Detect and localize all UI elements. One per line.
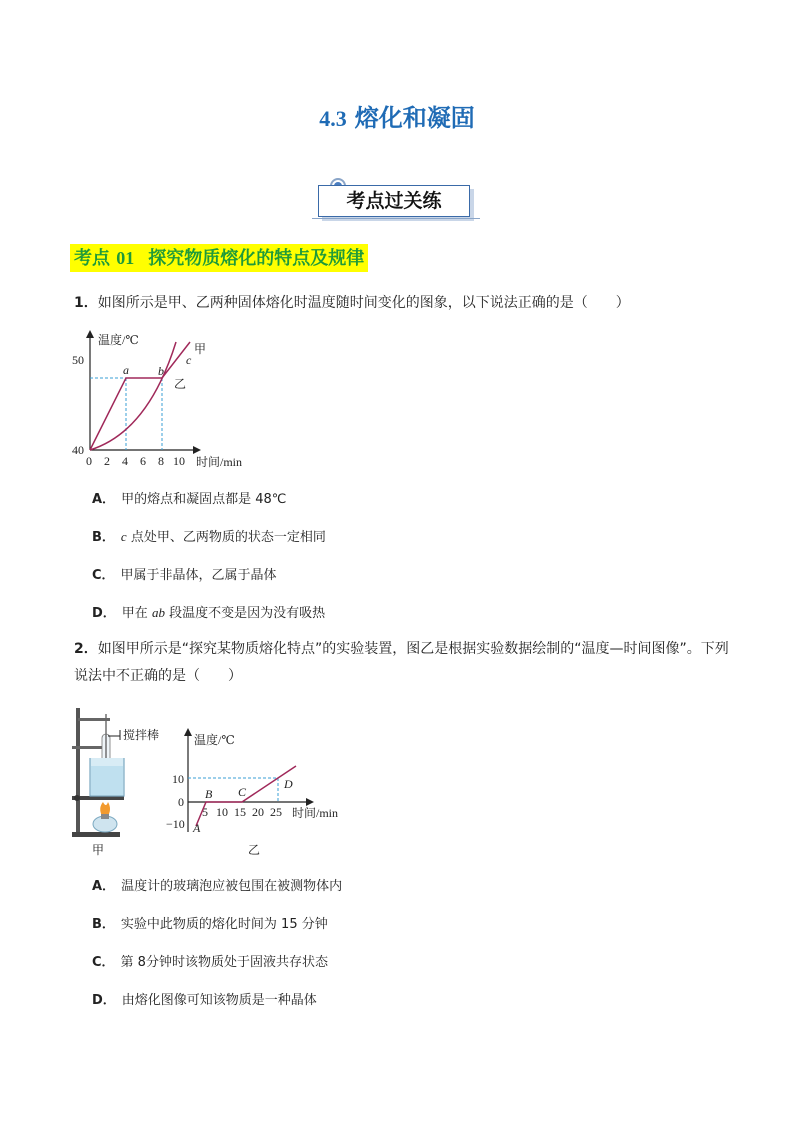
option-label: C． <box>92 568 115 583</box>
option-text: 温度计的玻璃泡应被包围在被测物体内 <box>121 879 343 894</box>
q2-point-b: B <box>205 787 213 801</box>
section-heading <box>70 244 368 272</box>
section-badge <box>312 176 482 222</box>
q2-xtick-10: 10 <box>216 805 228 819</box>
question-1-number: 1． <box>74 295 98 311</box>
option-text: 段温度不变是因为没有吸热 <box>164 606 326 621</box>
q1-xtick-6: 6 <box>140 454 146 468</box>
question-2-apparatus <box>68 704 178 862</box>
clamp-knob-icon <box>74 795 80 801</box>
section-number: 01 <box>116 248 135 268</box>
q1-point-b: b <box>158 364 164 378</box>
stirrer-label: 搅拌棒 <box>123 728 160 742</box>
clamp-upper <box>78 718 110 721</box>
q1-point-a: a <box>123 363 129 377</box>
question-1-option-a[interactable] <box>92 488 286 507</box>
page-title <box>0 98 794 133</box>
q2-point-c: C <box>238 785 247 799</box>
q1-ytick-40: 40 <box>72 443 84 457</box>
option-label: A． <box>92 879 116 894</box>
q2-ytick-neg10: −10 <box>166 817 185 831</box>
option-label: A． <box>92 492 116 507</box>
q1-xtick-0: 0 <box>86 454 92 468</box>
q1-xtick-4: 4 <box>122 454 128 468</box>
beaker-water <box>91 766 123 795</box>
question-2-line2: 说法中不正确的是（ ） <box>74 668 242 684</box>
option-text: 第 8分钟时该物质处于固液共存状态 <box>120 955 328 970</box>
stand-base <box>72 832 120 837</box>
option-text: 点处甲、乙两物质的状态一定相同 <box>126 530 326 545</box>
question-2-option-b[interactable] <box>92 913 328 932</box>
title-text: 熔化和凝固 <box>354 104 475 132</box>
apparatus-caption: 甲 <box>92 843 105 857</box>
question-2-number: 2． <box>74 641 98 657</box>
lamp-neck <box>101 814 109 819</box>
option-italic: ab <box>151 605 165 620</box>
question-1-stem <box>74 290 630 317</box>
q2-x-label: 时间/min <box>292 806 339 820</box>
flame-icon <box>100 802 110 816</box>
q1-series-jia <box>90 342 190 450</box>
q2-xtick-20: 20 <box>252 805 264 819</box>
q1-series-label-jia: 甲 <box>194 342 207 356</box>
q1-x-axis-arrow-icon <box>193 446 201 454</box>
option-italic: c <box>120 529 127 544</box>
q2-ytick-0: 0 <box>178 795 184 809</box>
option-text: 甲的熔点和凝固点都是 48℃ <box>121 492 287 507</box>
q2-y-axis-arrow-icon <box>184 728 192 736</box>
option-text-pre: 甲在 <box>121 606 152 621</box>
section-tag: 考点 <box>74 248 110 269</box>
q1-y-label: 温度/℃ <box>98 333 139 347</box>
question-2-option-d[interactable] <box>92 989 317 1008</box>
q2-ytick-10: 10 <box>172 772 184 786</box>
q2-point-d: D <box>284 777 293 791</box>
q2-graph-caption: 乙 <box>248 843 261 856</box>
question-2-stem <box>74 636 729 690</box>
question-1-option-b[interactable] <box>92 526 326 545</box>
q1-xtick-10: 10 <box>173 454 185 468</box>
question-1-option-d[interactable] <box>92 602 325 621</box>
badge-underline <box>312 218 480 219</box>
badge-label: 考点过关练 <box>318 185 470 217</box>
question-1-graph <box>70 328 260 472</box>
q2-x-axis-arrow-icon <box>306 798 314 806</box>
q1-xtick-8: 8 <box>158 454 164 468</box>
q2-point-a: A <box>193 821 201 835</box>
question-1-text: 如图所示是甲、乙两种固体熔化时温度随时间变化的图象，以下说法正确的是（ ） <box>97 295 630 311</box>
q2-xtick-5: 5 <box>202 805 208 819</box>
question-2-option-a[interactable] <box>92 875 342 894</box>
q1-x-label: 时间/min <box>196 455 243 469</box>
question-2-line1: 如图甲所示是“探究某物质熔化特点”的实验装置，图乙是根据实验数据绘制的“温度—时间图像”。下列 <box>97 641 729 657</box>
stand-pole <box>76 708 80 834</box>
q2-xtick-15: 15 <box>234 805 246 819</box>
option-label: B． <box>92 530 115 545</box>
question-1-option-c[interactable] <box>92 564 277 583</box>
q1-ytick-50: 50 <box>72 353 84 367</box>
option-label: C． <box>92 955 115 970</box>
q1-series-yi <box>90 342 176 450</box>
question-2-option-c[interactable] <box>92 951 328 970</box>
title-number: 4.3 <box>319 106 347 131</box>
q1-point-c: c <box>186 353 192 367</box>
q2-y-label: 温度/℃ <box>194 733 235 747</box>
q2-xtick-25: 25 <box>270 805 282 819</box>
question-2-graph <box>164 728 354 856</box>
q1-series-label-yi: 乙 <box>174 377 187 391</box>
clamp-middle <box>72 746 102 749</box>
q1-xtick-2: 2 <box>104 454 110 468</box>
option-label: D． <box>92 606 116 621</box>
option-label: D． <box>92 993 116 1008</box>
option-label: B． <box>92 917 115 932</box>
section-text: 探究物质熔化的特点及规律 <box>148 248 365 269</box>
option-text: 由熔化图像可知该物质是一种晶体 <box>121 993 317 1008</box>
q1-y-axis-arrow-icon <box>86 330 94 338</box>
option-text: 实验中此物质的熔化时间为 15 分钟 <box>120 917 328 932</box>
option-text: 甲属于非晶体，乙属于晶体 <box>120 568 277 583</box>
